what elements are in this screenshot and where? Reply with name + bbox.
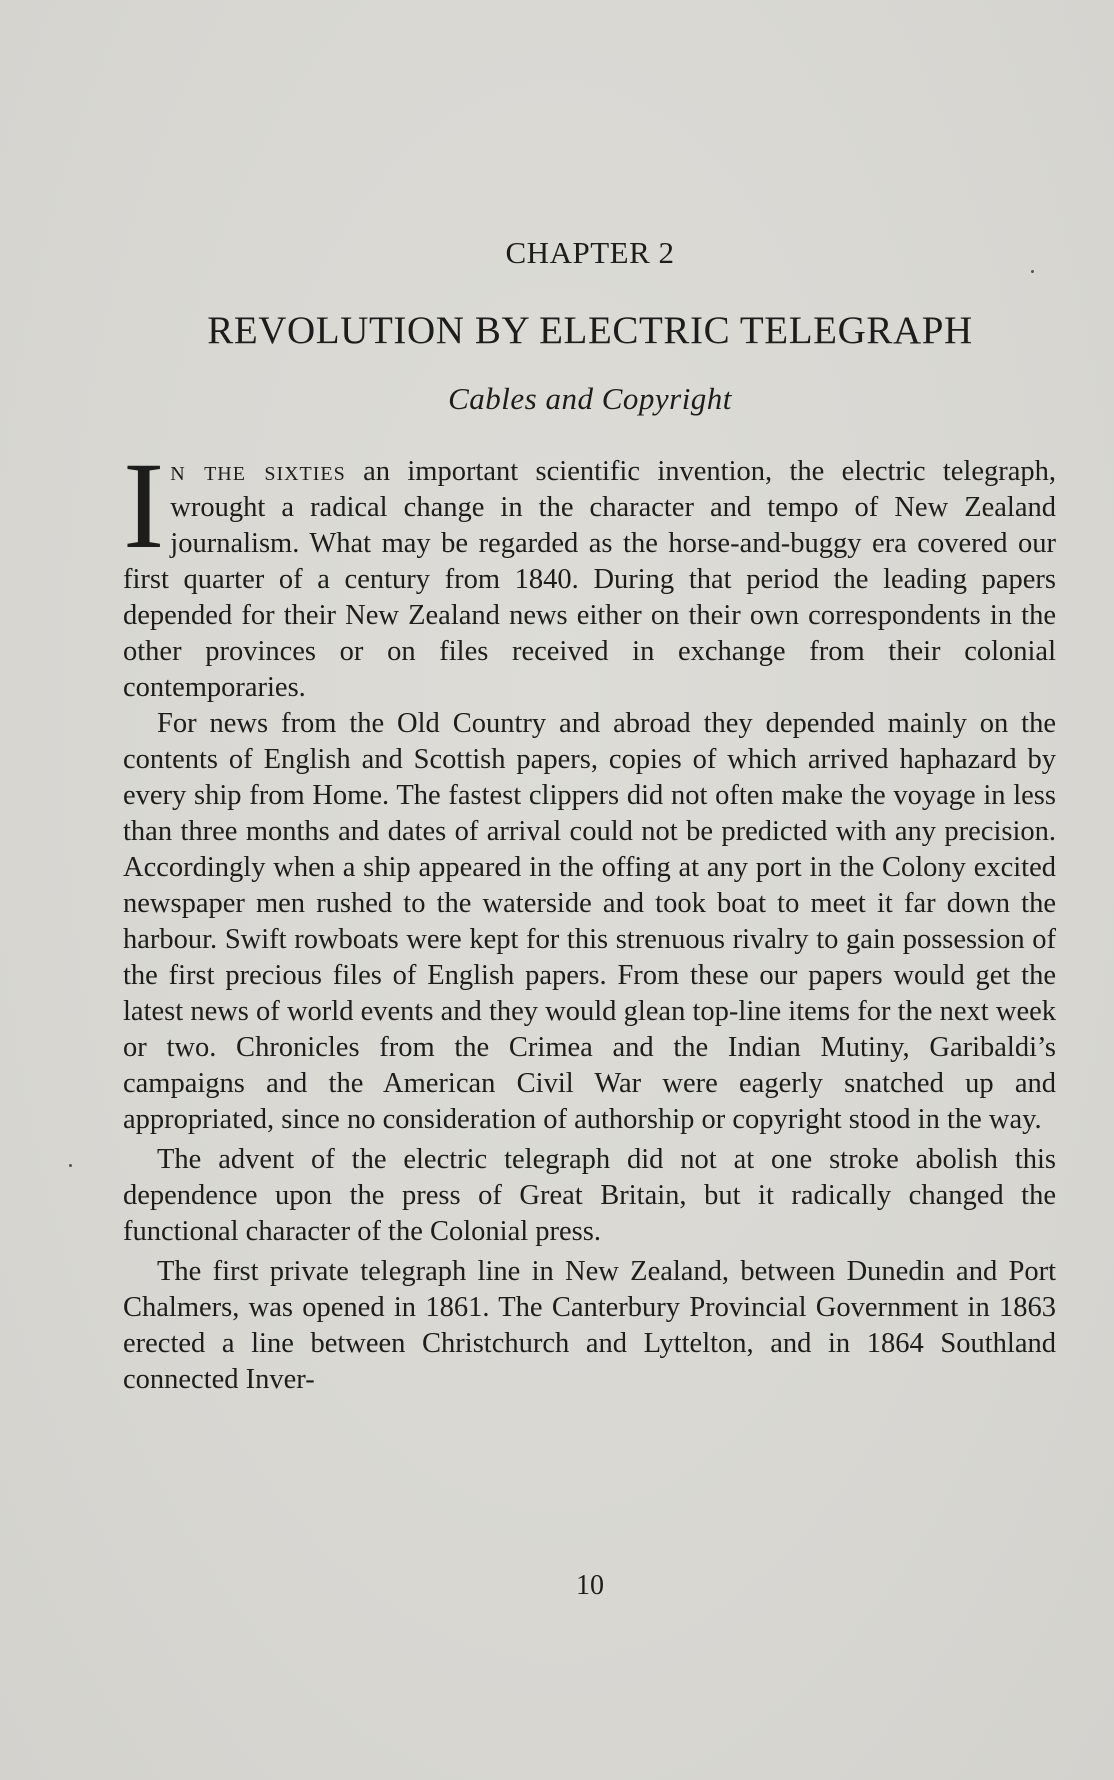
print-speck [1031,270,1034,273]
drop-cap: I [123,437,165,574]
print-speck [69,1164,72,1167]
page-number: 10 [576,1570,604,1601]
paragraph-1 [123,437,1056,706]
paragraph-3: The advent of the electric telegraph did not at one stroke abolish this dependence upon the press of Great Britain, but it radically changed the functional character of the Colonial press. [123,1144,1056,1247]
body-text [123,437,1056,1398]
chapter-label: CHAPTER 2 [505,235,675,270]
paragraph-4: The first private telegraph line in New Zealand, between Dunedin and Port Chalmers, was opened in 1861. The Canterbury Provincial Government in 1863 erected a line between Christchurch and Lyttelton, and in 1864 Southland connected Inver- [123,1256,1056,1395]
chapter-subtitle: Cables and Copyright [448,381,732,416]
lead-in-smallcaps: n the sixties [170,456,346,487]
paragraph-1-text: an important scientific invention, the electric telegraph, wrought a radical change in the character and tempo of New Zealand journalism. What may be regarded as the horse-and-buggy era covered our first quarter of a century from 1840. During that period the leading papers depended for their New Zealand news either on their own correspondents in the other provinces or on files received in exchange from their colonial contemporaries. [123,456,1056,703]
chapter-title: REVOLUTION BY ELECTRIC TELEGRAPH [207,309,973,352]
paragraph-2: For news from the Old Country and abroad they depended mainly on the contents of English and Scottish papers, copies of which arrived haphazard by every ship from Home. The fastest clippers did not often make the voyage in less than three months and dates of arrival could not be predicted with any precision. Accordingly when a ship appeared in the offing at any port in the Colony excited newspaper men rushed to the waterside and took boat to meet it far down the harbour. Swift rowboats were kept for this strenuous rivalry to gain possession of the first precious files of English papers. From these our papers would get the latest news of world events and they would glean top-line items for the next week or two. Chronicles from the Crimea and the Indian Mutiny, Garibaldi’s campaigns and the American Civil War were eagerly snatched up and appropriated, since no consideration of authorship or copyright stood in the way. [123,708,1056,1135]
